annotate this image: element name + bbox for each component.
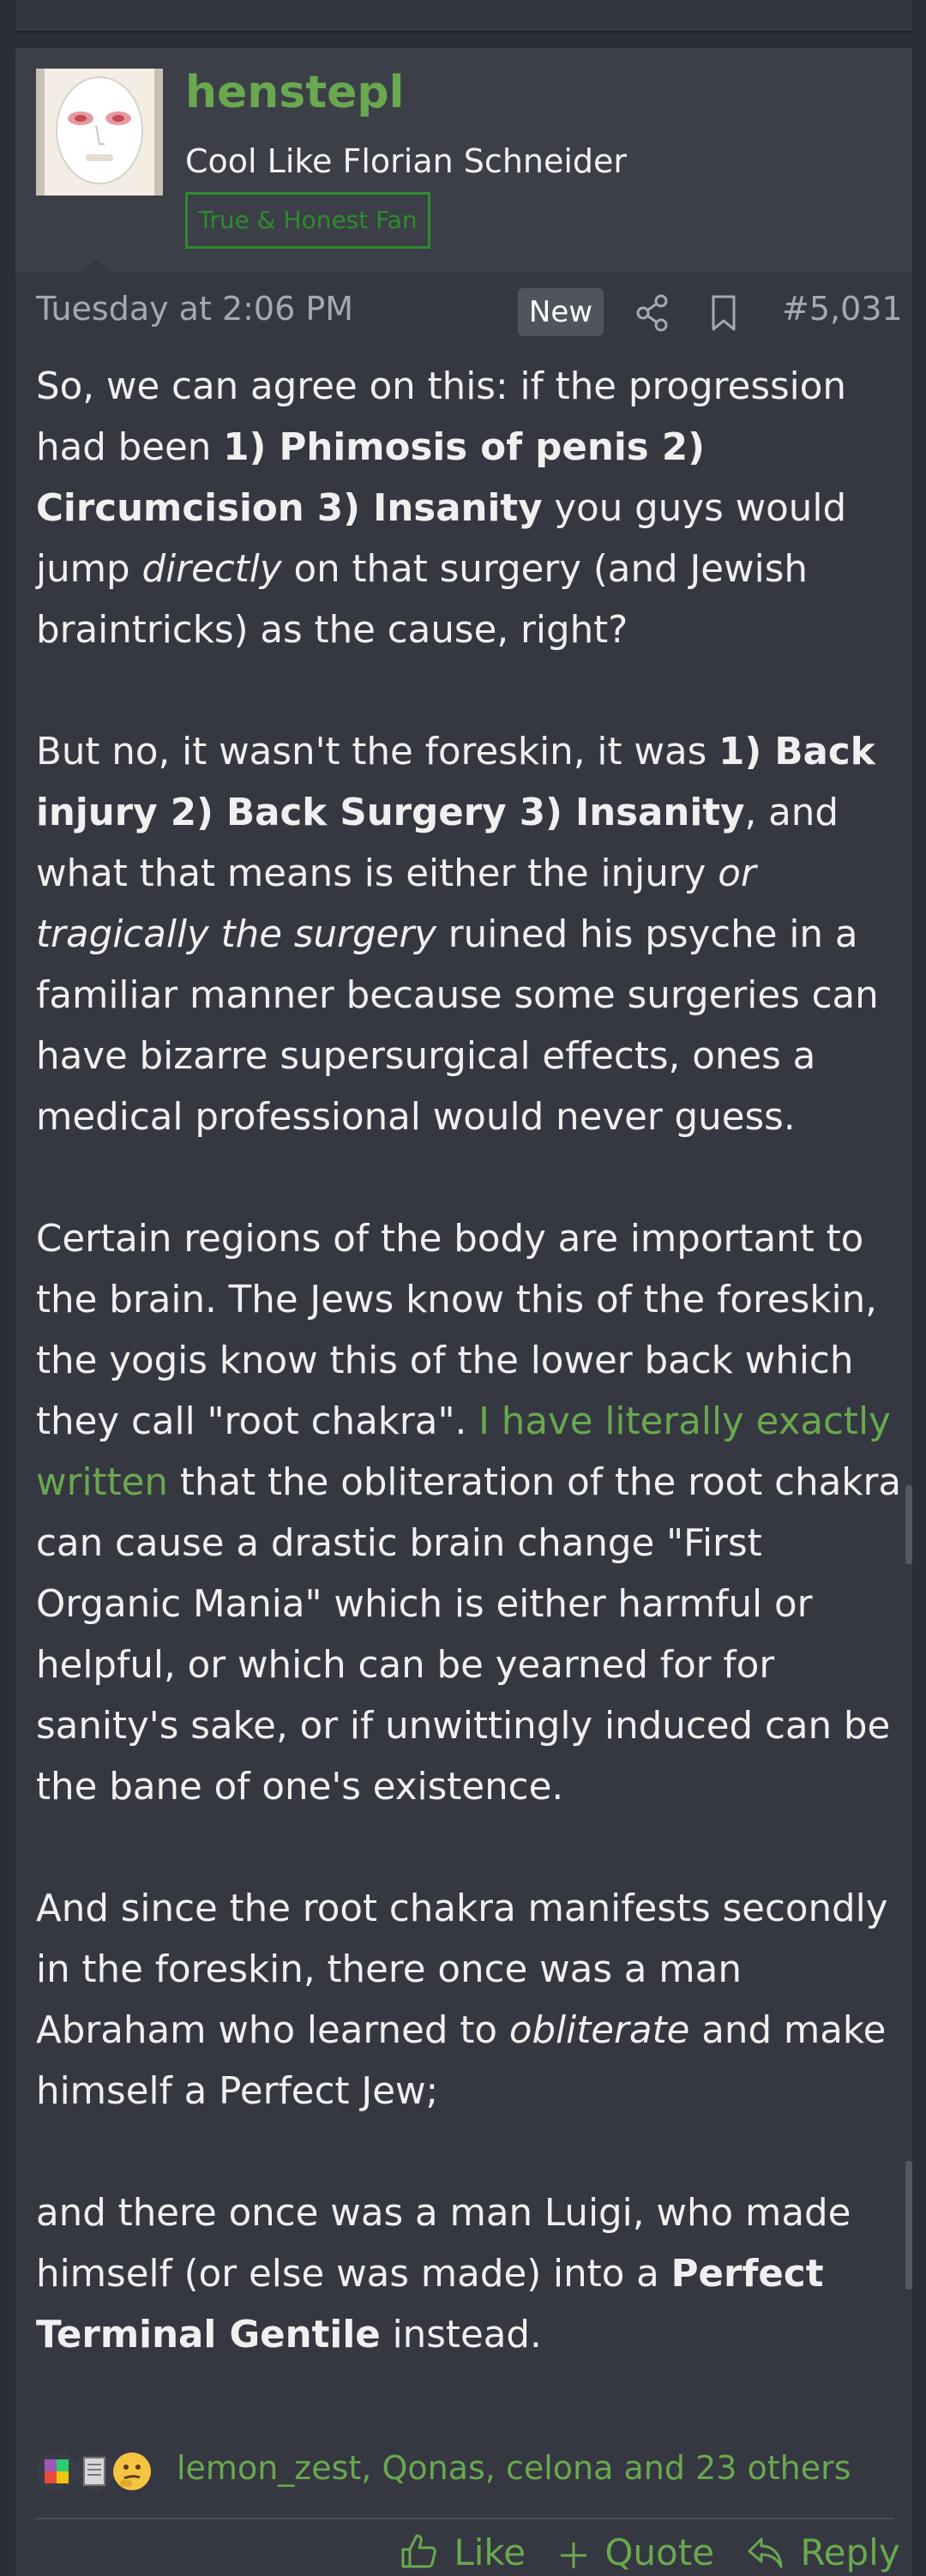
post-user-header [15,48,912,273]
bookmark-icon[interactable] [708,293,739,336]
post-text-segment: 1) Back injury 2) Back Surgery 3) Insanity [36,731,875,834]
plus-icon [559,2531,604,2573]
post-number-link[interactable]: #5,031 [782,290,903,328]
post-text-segment: or tragically the surgery [36,852,756,956]
post-text-segment: and make himself a Perfect Jew; [36,2009,887,2113]
post-text-segment: obliterate [508,2009,690,2052]
thinking-face-icon [111,2451,153,2492]
reaction-icons[interactable] [36,2451,156,2492]
post-text-segment: instead. [380,2314,542,2356]
post-text-segment: ruined his psyche in a familiar manner because some surgeries can have bizarre supersurgical effects, ones a medical professional would never guess. [36,913,879,1139]
username[interactable]: henstepl [185,67,405,118]
post-link[interactable]: I have literally exactly written [36,1400,891,1504]
user-title: Cool Like Florian Schneider [185,142,628,180]
reply-arrow-icon [746,2531,800,2573]
scroll-indicator-upper[interactable] [905,1485,912,1564]
post-date[interactable]: Tuesday at 2:06 PM [36,290,354,328]
user-banner: True & Honest Fan [185,192,430,249]
post-text-segment: Perfect Terminal Gentile [36,2253,824,2356]
quote-label: Quote [604,2531,715,2573]
like-button[interactable] [400,2531,526,2573]
forum-post [15,48,912,2576]
like-label: Like [454,2531,526,2573]
post-text-segment: and there once was a man Luigi, who made himself (or else was made) into a [36,2192,851,2296]
post-text-segment: that the obliteration of the root chakra can cause a drastic brain change "First Organic Mania" which is either harmful or helpful, or which can be yearned for for sanity's sake, or if unwittingly induced can be the bane of one's existence. [36,1461,902,1809]
post-paragraph [36,357,902,661]
notepad-icon [74,2451,115,2492]
post-text-segment: 1) Phimosis of penis 2) Circumcision 3) Insanity [36,426,705,530]
scroll-indicator-lower[interactable] [905,2161,912,2290]
post-text-segment: But no, it wasn't the foreskin, it was [36,731,719,773]
reply-label: Reply [800,2531,900,2573]
post-text-segment: So, we can agree on this: if the progression had been [36,365,846,469]
post-text-segment: directly [141,548,282,591]
post-text-segment: And since the root chakra manifests secondly in the foreskin, there once was a man Abraham who learned to [36,1887,888,2052]
post-text-segment: on that surgery (and Jewish braintricks) as the cause, right? [36,548,808,652]
new-badge: New [518,288,604,336]
previous-post-edge [15,0,912,33]
post-paragraph [36,2183,902,2366]
footer-divider [36,2518,893,2519]
share-icon[interactable] [634,293,670,336]
reply-button[interactable] [746,2531,900,2573]
thumbs-up-icon [400,2531,454,2573]
header-pointer [81,259,111,273]
post-paragraph [36,722,902,1148]
quote-button[interactable] [559,2531,714,2573]
post-text-segment: , and what that means is either the injury [36,791,839,895]
post-meta [15,290,912,341]
post-paragraph [36,1879,902,2122]
post-text-segment: you guys would jump [36,487,847,591]
puzzle-piece-icon [36,2451,77,2492]
user-avatar[interactable] [36,69,163,196]
reaction-users[interactable]: lemon_zest, Qonas, celona and 23 others [177,2449,851,2487]
post-paragraph [36,1209,902,1818]
post-text-segment: Certain regions of the body are important to the brain. The Jews know this of the foreskin, the yogis know this of the lower back which they call "root chakra". [36,1218,877,1443]
post-body [36,357,902,2427]
